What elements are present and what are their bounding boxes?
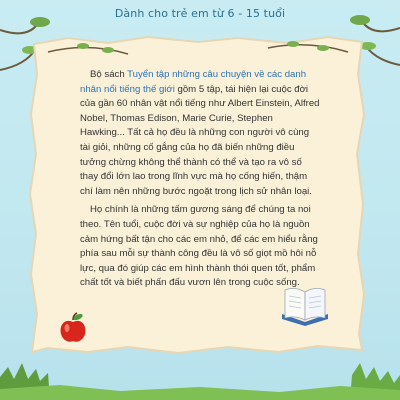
book-title-link[interactable]: Tuyển tập những câu chuyện về các danh nhân nổi tiếng thế giới [80, 69, 307, 95]
header-bar [0, 0, 400, 30]
intro-text: Bộ sách [90, 69, 128, 80]
apple-icon [58, 312, 88, 344]
description-text [80, 68, 320, 291]
age-range-label: Dành cho trẻ em từ 6 - 15 tuổi [114, 7, 286, 20]
intro-continuation: gồm 5 tập, tái hiện lại cuộc đời của gần 60 nhân vật nổi tiếng như Albert Einstein, Alfred Nobel, Thomas Edison, Marie Curie, Stephen Hawking... Tất cả họ đều là những con người vô cùng tài giỏi, những cố gắng của họ đã biến những điều tưởng chừng không thể thành có thể và tạo ra vô số thay đổi lớn lao trong lĩnh vực mà họ cống hiến, thậm chí làm nên những bước ngoặt trong lịch sử nhân loại. [80, 83, 320, 197]
grass-icon [0, 355, 400, 400]
open-book-icon [280, 284, 330, 326]
paragraph-intro [80, 68, 320, 199]
paragraph-inspiration: Họ chính là những tấm gương sáng để chúng ta noi theo. Tên tuổi, cuộc đời và sự nghiệp của họ là nguồn cảm hứng bất tận cho các em nhỏ, để các em hiểu rằng phía sau mỗi sự thành công đều là vô số giọt mồ hôi nỗ lực, qua đó giúp các em hình thành thói quen tốt, phẩm chất tốt và biết phấn đấu vươn lên trong cuộc sống. [80, 204, 318, 289]
